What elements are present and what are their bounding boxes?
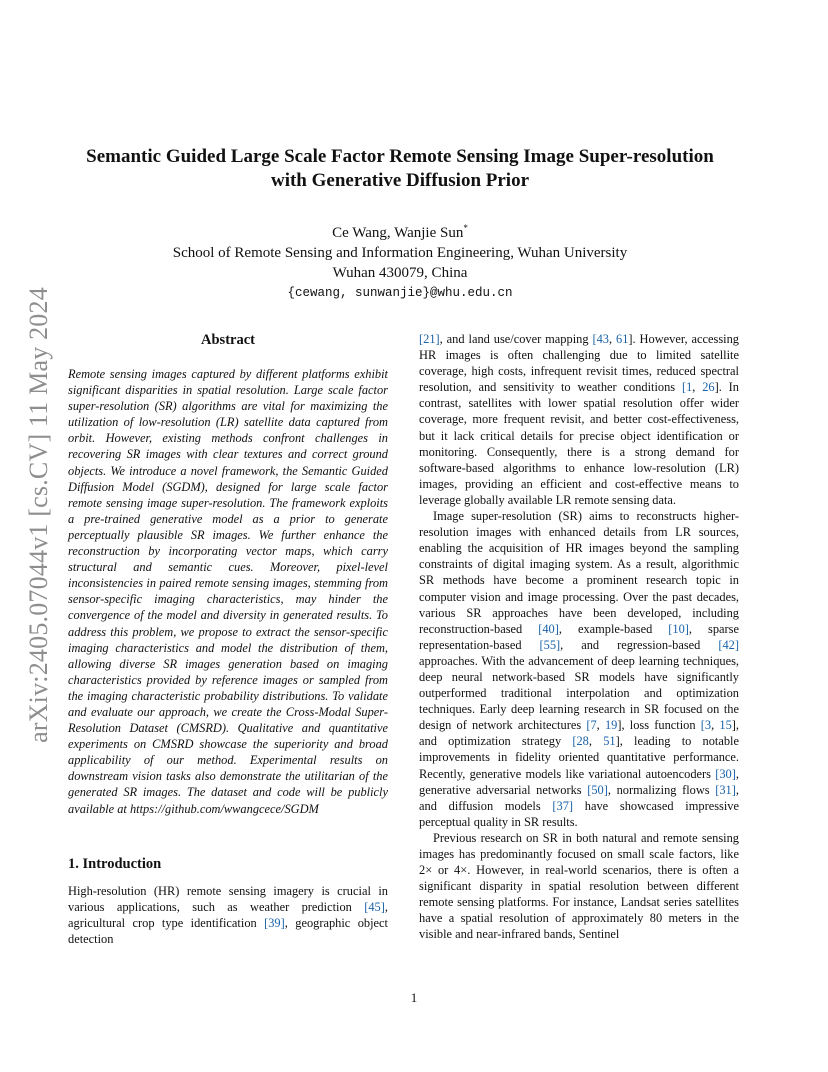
text-span: , agricultural crop type identification — [68, 899, 388, 930]
title-line-2: with Generative Diffusion Prior — [270, 170, 530, 191]
citation-link[interactable]: 15 — [719, 718, 732, 733]
left-column — [68, 331, 388, 947]
text-span: ], and optimization strategy — [419, 718, 739, 749]
citation-link[interactable]: [43 — [592, 332, 609, 346]
text-span: , and land use/cover mapping — [439, 332, 593, 346]
citation-link[interactable]: 51 — [603, 734, 616, 749]
citation-link[interactable]: [42] — [718, 637, 739, 652]
citation-link[interactable]: 19 — [604, 718, 618, 733]
citation-link[interactable]: [3 — [700, 718, 712, 733]
citation-link[interactable]: 26 — [702, 380, 715, 395]
text-span: have showcased impressive perceptual quality in SR results. — [419, 798, 739, 829]
citation-link[interactable]: [21] — [419, 332, 440, 346]
citation-link[interactable]: [7 — [586, 718, 597, 733]
citation-link[interactable]: [55] — [539, 637, 561, 652]
text-span: ], loss function — [617, 718, 701, 733]
citation-link[interactable]: [28 — [572, 734, 589, 749]
text-span: , generative adversarial networks — [419, 766, 739, 797]
authors-text: Ce Wang, Wanjie Sun — [332, 225, 464, 241]
citation-link[interactable]: [10] — [668, 621, 689, 636]
text-span: , — [588, 734, 604, 749]
citation-link[interactable]: [40] — [538, 621, 559, 636]
introduction-heading: 1. Introduction — [68, 855, 162, 872]
citation-link[interactable]: [1 — [681, 380, 693, 395]
citation-link[interactable]: [30] — [715, 766, 736, 781]
text-span: ]. In contrast, satellites with lower spatial resolution offer wider coverage, more frequent revisit, and better cost-effectiveness, but it lack critical details for precise object identification or monitoring. Consequently, there is a strong demand for software-based algorithms to enhance low-resolution (LR) images, providing an efficient and cost-effective means to leverage globally available LR remote sensing data. — [419, 380, 739, 507]
email: {cewang, sunwanjie}@whu.edu.cn — [287, 286, 513, 300]
abstract-heading: Abstract — [201, 332, 255, 348]
text-span: ], leading to notable improvements in fidelity oriented quantitative performance. Recently, generative models like variational autoencoders — [419, 734, 739, 781]
text-span: , — [692, 380, 703, 395]
title-line-1: Semantic Guided Large Scale Factor Remote Sensing Image Super-resolution — [86, 146, 714, 167]
corresponding-author-mark: * — [463, 223, 468, 233]
right-column — [419, 331, 739, 943]
intro-paragraph-1-continued — [419, 331, 739, 508]
arxiv-stamp — [14, 280, 64, 750]
page-number: 1 — [410, 990, 418, 1005]
arxiv-identifier: arXiv:2405.07044v1 [cs.CV] 11 May 2024 — [24, 287, 53, 743]
citation-link[interactable]: [37] — [552, 798, 574, 813]
text-span: , and regression-based — [560, 637, 719, 652]
text-span: High-resolution (HR) remote sensing imagery is crucial in various applications, such as weather prediction — [68, 883, 388, 914]
text-span: , geographic object detection — [68, 915, 388, 946]
text-span: , — [596, 718, 605, 733]
author-names — [70, 218, 730, 243]
address: Wuhan 430079, China — [332, 265, 468, 281]
author-block — [70, 218, 730, 303]
intro-paragraph-2 — [419, 508, 739, 830]
intro-paragraph-3: Previous research on SR in both natural and remote sensing images has predominantly focused on small scale factors, like 2× or 4×. However, in real-world scenarios, there is often a significant disparity in spatial resolution between different remote sensing platforms. For instance, Landsat series satellites have a spatial resolution of approximately 80 meters in the visible and near-infrared bands, Sentinel — [419, 830, 739, 942]
text-span: , example-based — [558, 621, 669, 636]
text-span: approaches. With the advancement of deep learning techniques, deep neural network-based SR models have significantly outperformed traditional interpolation and optimization techniques. Early deep learning research in SR focused on the design of network architectures — [419, 653, 739, 733]
intro-paragraph-1 — [68, 883, 388, 947]
paper-title — [70, 145, 730, 193]
text-span: , sparse representation-based — [419, 621, 739, 652]
citation-link[interactable]: [31] — [715, 782, 736, 797]
affiliation: School of Remote Sensing and Information Engineering, Wuhan University — [172, 245, 628, 261]
text-span: , and diffusion models — [419, 782, 739, 813]
text-span: , normalizing flows — [607, 782, 716, 797]
text-span: ]. However, accessing HR images is often challenging due to limited satellite coverage, high costs, infrequent revisit times, reduced spectral resolution, and sensitivity to weather conditions — [419, 332, 739, 395]
text-span: Image super-resolution (SR) aims to reconstructs higher-resolution images with enhanced details from LR sources, enabling the acquisition of HR images beyond the sampling constraints of digital imaging system. As a result, algorithmic SR methods have become a prominent research topic in computer vision and image processing. Over the past decades, various SR approaches have been developed, including reconstruction-based — [419, 509, 739, 636]
abstract-text: Remote sensing images captured by different platforms exhibit significant disparities in spatial resolution. Large scale factor super-resolution (SR) algorithms are vital for maximizing the utilization of low-resolution (LR) satellite data captured from orbit. However, existing methods confront challenges in recovering SR images with clear textures and correct ground objects. We introduce a novel framework, the Semantic Guided Diffusion Model (SGDM), designed for large scale factor remote sensing image super-resolution. The framework exploits a pre-trained generative model as a prior to generate perceptually plausible SR images. We further enhance the reconstruction by incorporating vector maps, which carry structural and semantic cues. Moreover, pixel-level inconsistencies in paired remote sensing images, stemming from sensor-specific imaging characteristics, may hinder the convergence of the model and diversity in generated results. To address this problem, we propose to extract the sensor-specific imaging characteristics and model the distribution of them, allowing diverse SR images generation based on imaging characteristics provided by reference images or sampled from the imaging characteristic probability distributions. To validate and evaluate our approach, we create the Cross-Modal Super-Resolution Dataset (CMSRD). Qualitative and quantitative experiments on CMSRD showcase the superiority and broad applicability of our method. Experimental results on downstream vision tasks also demonstrate the utilitarian of the generated SR images. The dataset and code will be publicly available at https://github.com/wwangcece/SGDM — [68, 367, 388, 816]
text-span: , — [711, 718, 720, 733]
citation-link[interactable]: [45] — [364, 899, 385, 914]
citation-link[interactable]: 61 — [616, 332, 629, 346]
citation-link[interactable]: [39] — [264, 915, 285, 930]
citation-link[interactable]: [50] — [587, 782, 608, 797]
text-span: , — [608, 332, 617, 346]
